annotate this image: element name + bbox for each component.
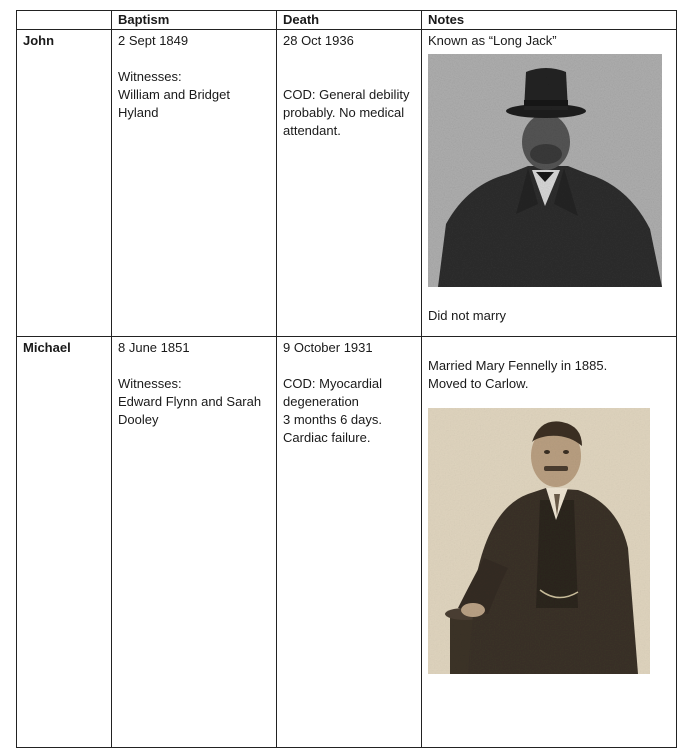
witnesses-line: Dooley — [118, 412, 159, 427]
cause-of-death-line: COD: Myocardial — [283, 376, 382, 391]
portrait-man-in-suit-photo — [428, 408, 650, 674]
death-cell — [277, 337, 422, 748]
cause-of-death-line: probably. No medical — [283, 105, 405, 120]
portrait-man-in-hat-photo — [428, 54, 662, 287]
baptism-date: 8 June 1851 — [118, 340, 190, 355]
witnesses-label: Witnesses: — [118, 69, 182, 84]
person-name: John — [17, 30, 112, 337]
baptism-date: 2 Sept 1849 — [118, 33, 189, 48]
witnesses-line: Edward Flynn and Sarah — [118, 394, 262, 409]
cause-of-death-line: 3 months 6 days. — [283, 412, 382, 427]
notes-text: Moved to Carlow. — [428, 376, 529, 391]
table-row — [17, 337, 677, 748]
table-row — [17, 30, 677, 337]
baptism-cell — [112, 337, 277, 748]
witnesses-line: Hyland — [118, 105, 159, 120]
header-notes: Notes — [422, 11, 677, 30]
person-name: Michael — [17, 337, 112, 748]
notes-cell — [422, 337, 677, 748]
cause-of-death-line: COD: General debility — [283, 87, 410, 102]
cause-of-death-line: attendant. — [283, 123, 341, 138]
witnesses-line: William and Bridget — [118, 87, 230, 102]
header-name — [17, 11, 112, 30]
header-baptism: Baptism — [112, 11, 277, 30]
notes-cell — [422, 30, 677, 337]
death-date: 9 October 1931 — [283, 340, 373, 355]
death-date: 28 Oct 1936 — [283, 33, 354, 48]
cause-of-death-line: degeneration — [283, 394, 359, 409]
header-row — [17, 11, 677, 30]
notes-text: Married Mary Fennelly in 1885. — [428, 358, 608, 373]
baptism-cell — [112, 30, 277, 337]
header-death: Death — [277, 11, 422, 30]
notes-text: Did not marry — [428, 308, 507, 323]
witnesses-label: Witnesses: — [118, 376, 182, 391]
death-cell — [277, 30, 422, 337]
notes-text: Known as “Long Jack” — [428, 33, 557, 48]
cause-of-death-line: Cardiac failure. — [283, 430, 371, 445]
family-records-table — [16, 10, 677, 748]
